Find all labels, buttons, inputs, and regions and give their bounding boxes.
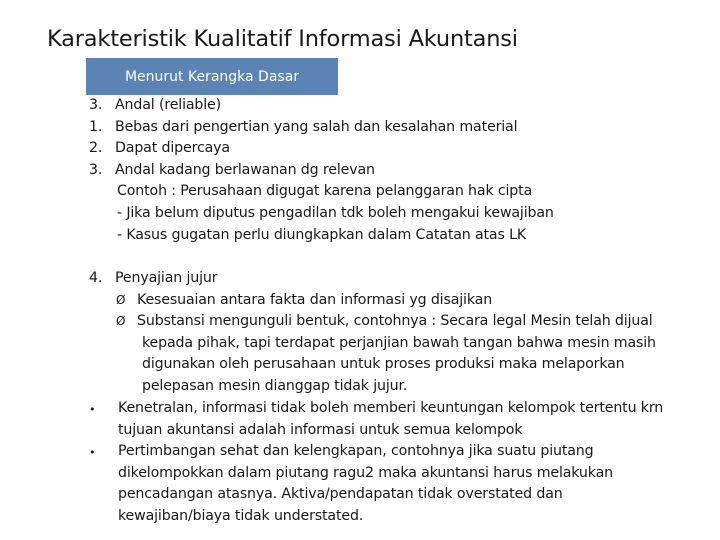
list-text: Bebas dari pengertian yang salah dan kesalahan material (115, 118, 518, 135)
list-number: 3. (89, 97, 103, 113)
arrow-item-text: Substansi mengunguli bentuk, contohnya : Secara legal Mesin telah dijual (137, 313, 653, 330)
bullet-text: dikelompokkan dalam piutang ragu2 maka akuntansi harus melakukan (118, 464, 613, 481)
bullet-text: tujuan akuntansi adalah informasi untuk semua kelompok (118, 421, 523, 438)
section-badge-label: Menurut Kerangka Dasar (124, 68, 300, 85)
example-line: - Kasus gugatan perlu diungkapkan dalam Catatan atas LK (117, 226, 526, 243)
bullet-text: kewajiban/biaya tidak understated. (118, 507, 364, 524)
bullet-text: Pertimbangan sehat dan kelengkapan, contohnya jika suatu piutang (118, 443, 594, 460)
list-text: Andal kadang berlawanan dg relevan (115, 161, 375, 178)
arrow-item-text: kepada pihak, tapi terdapat perjanjian bawah tangan bahwa mesin masih (142, 334, 656, 351)
bullet-icon: • (89, 446, 96, 460)
slide-title: Karakteristik Kualitatif Informasi Akuntansi (47, 26, 518, 52)
example-line: - Jika belum diputus pengadilan tdk boleh mengakui kewajiban (117, 204, 554, 221)
arrow-item-text: pelepasan mesin dianggap tidak jujur. (142, 377, 408, 394)
bullet-text: Kenetralan, informasi tidak boleh memberi keuntungan kelompok tertentu krn (118, 400, 664, 416)
arrow-item-text: Kesesuaian antara fakta dan informasi yg disajikan (137, 291, 493, 308)
example-line: Contoh : Perusahaan digugat karena pelanggaran hak cipta (117, 183, 533, 200)
arrow-bullet-icon: Ø (116, 314, 126, 329)
list-text: Dapat dipercaya (115, 140, 230, 157)
list-number: 3. (89, 161, 103, 178)
arrow-item-text: digunakan oleh perusahaan untuk proses produksi maka melaporkan (142, 356, 625, 373)
list-text: Penyajian jujur (115, 270, 218, 286)
list-text: Andal (reliable) (115, 97, 222, 113)
list-number: 4. (89, 270, 103, 286)
list-number: 1. (89, 118, 103, 135)
bullet-text: pencadangan atasnya. Aktiva/pendapatan tidak overstated dan (118, 486, 563, 503)
section-badge (86, 58, 338, 95)
list-number: 2. (89, 140, 103, 157)
arrow-bullet-icon: Ø (116, 292, 126, 307)
bullet-icon: • (89, 403, 96, 416)
